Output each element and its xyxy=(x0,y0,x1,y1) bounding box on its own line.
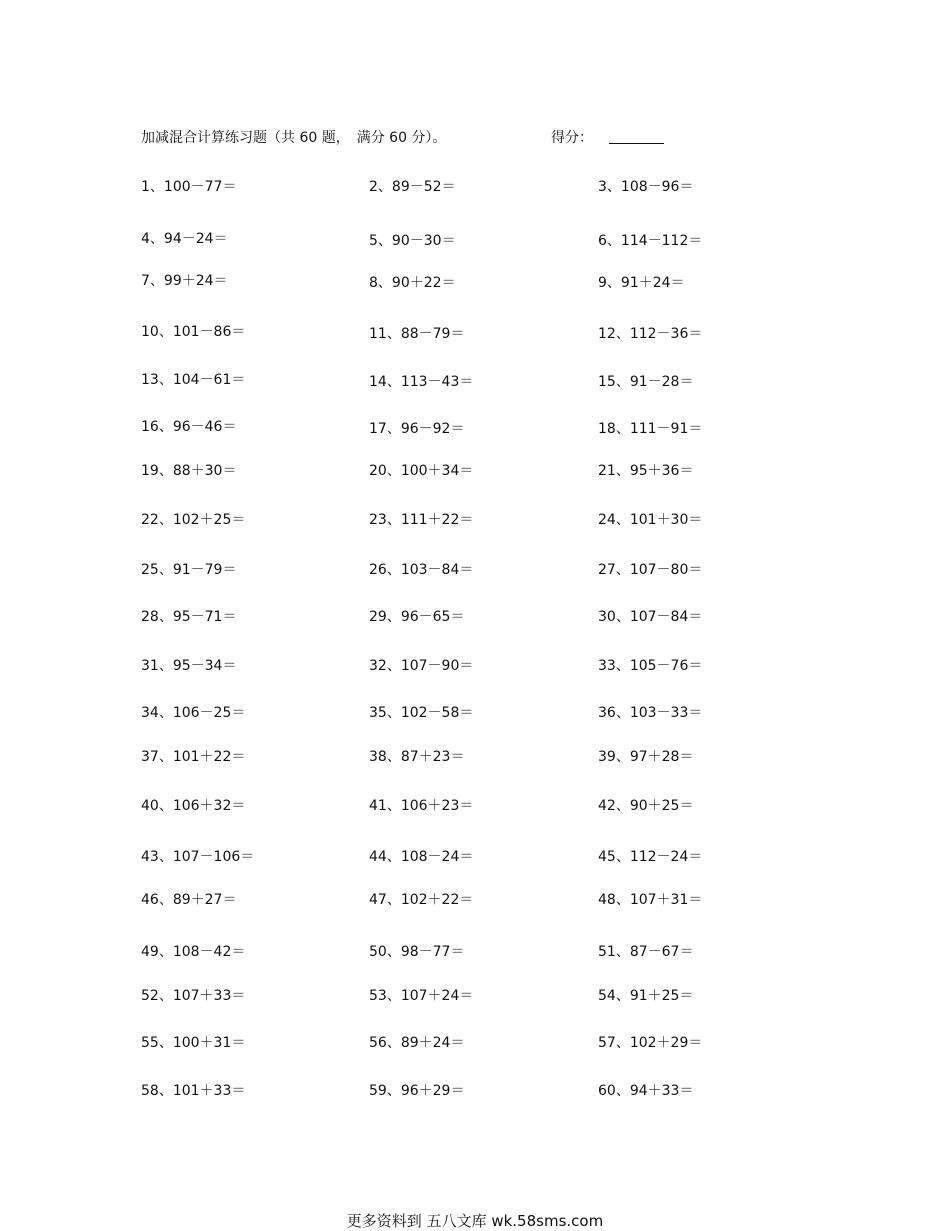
problem-item: 18、111－91＝ xyxy=(598,421,703,437)
problem-item: 16、96－46＝ xyxy=(141,419,237,435)
problem-item: 48、107＋31＝ xyxy=(598,892,703,908)
problem-item: 15、91－28＝ xyxy=(598,374,694,390)
problem-item: 22、102＋25＝ xyxy=(141,512,246,528)
problem-item: 10、101－86＝ xyxy=(141,324,246,340)
problem-item: 33、105－76＝ xyxy=(598,658,703,674)
problem-item: 35、102－58＝ xyxy=(369,705,474,721)
problem-item: 2、89－52＝ xyxy=(369,179,456,195)
footer-text: 更多资料到 五八文库 wk.58sms.com xyxy=(346,1212,604,1230)
problem-item: 19、88＋30＝ xyxy=(141,463,237,479)
problem-item: 24、101＋30＝ xyxy=(598,512,703,528)
problem-item: 54、91＋25＝ xyxy=(598,988,694,1004)
problem-item: 17、96－92＝ xyxy=(369,421,465,437)
problem-item: 6、114－112＝ xyxy=(598,233,703,249)
problem-item: 43、107－106＝ xyxy=(141,849,255,865)
problem-item: 36、103－33＝ xyxy=(598,705,703,721)
problem-item: 7、99＋24＝ xyxy=(141,273,228,289)
problem-item: 55、100＋31＝ xyxy=(141,1035,246,1051)
problem-item: 28、95－71＝ xyxy=(141,609,237,625)
problem-item: 40、106＋32＝ xyxy=(141,798,246,814)
problem-item: 58、101＋33＝ xyxy=(141,1083,246,1099)
problem-item: 31、95－34＝ xyxy=(141,658,237,674)
problem-item: 3、108－96＝ xyxy=(598,179,694,195)
worksheet-title: 加减混合计算练习题（共 60 题， 满分 60 分）。 xyxy=(141,130,447,146)
problem-item: 34、106－25＝ xyxy=(141,705,246,721)
problem-item: 49、108－42＝ xyxy=(141,944,246,960)
problem-item: 38、87＋23＝ xyxy=(369,749,465,765)
problem-item: 1、100－77＝ xyxy=(141,179,237,195)
problem-item: 51、87－67＝ xyxy=(598,944,694,960)
problem-item: 45、112－24＝ xyxy=(598,849,703,865)
problem-item: 27、107－80＝ xyxy=(598,562,703,578)
problem-item: 44、108－24＝ xyxy=(369,849,474,865)
problem-item: 46、89＋27＝ xyxy=(141,892,237,908)
problem-item: 57、102＋29＝ xyxy=(598,1035,703,1051)
problem-item: 41、106＋23＝ xyxy=(369,798,474,814)
problem-item: 59、96＋29＝ xyxy=(369,1083,465,1099)
problem-item: 56、89＋24＝ xyxy=(369,1035,465,1051)
problem-item: 42、90＋25＝ xyxy=(598,798,694,814)
problem-item: 53、107＋24＝ xyxy=(369,988,474,1004)
problem-item: 20、100＋34＝ xyxy=(369,463,474,479)
problem-item: 50、98－77＝ xyxy=(369,944,465,960)
score-blank-line xyxy=(609,143,664,144)
problem-item: 39、97＋28＝ xyxy=(598,749,694,765)
problem-item: 25、91－79＝ xyxy=(141,562,237,578)
problem-item: 12、112－36＝ xyxy=(598,326,703,342)
problem-item: 8、90＋22＝ xyxy=(369,275,456,291)
problem-item: 60、94＋33＝ xyxy=(598,1083,694,1099)
problem-item: 52、107＋33＝ xyxy=(141,988,246,1004)
problem-item: 26、103－84＝ xyxy=(369,562,474,578)
problem-item: 29、96－65＝ xyxy=(369,609,465,625)
problem-item: 21、95＋36＝ xyxy=(598,463,694,479)
problem-item: 11、88－79＝ xyxy=(369,326,465,342)
problem-item: 9、91＋24＝ xyxy=(598,275,685,291)
score-label: 得分： xyxy=(551,130,593,146)
problem-item: 47、102＋22＝ xyxy=(369,892,474,908)
problem-item: 30、107－84＝ xyxy=(598,609,703,625)
problem-item: 14、113－43＝ xyxy=(369,374,474,390)
problem-item: 37、101＋22＝ xyxy=(141,749,246,765)
problem-item: 23、111＋22＝ xyxy=(369,512,474,528)
problem-item: 4、94－24＝ xyxy=(141,231,228,247)
problem-item: 5、90－30＝ xyxy=(369,233,456,249)
problem-item: 13、104－61＝ xyxy=(141,372,246,388)
problem-item: 32、107－90＝ xyxy=(369,658,474,674)
